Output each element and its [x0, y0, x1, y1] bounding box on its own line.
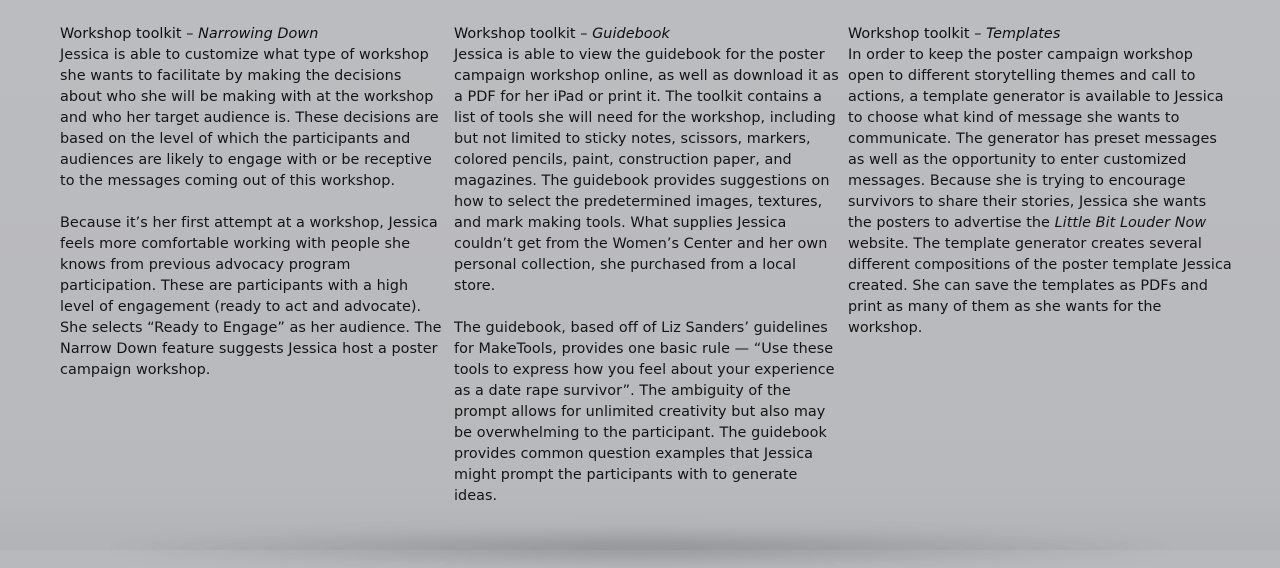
heading-emphasis: Guidebook	[592, 26, 670, 42]
paragraph	[848, 45, 1233, 339]
paragraph-text: website. The template generator creates several different compositions of the poster template Jessica created. She can save the templates as PDFs and print as many of them as she wants for the workshop.	[848, 236, 1232, 336]
website-name: Little Bit Louder Now	[1054, 215, 1207, 231]
paragraph-text: In order to keep the poster campaign workshop open to different storytelling themes and call to actions, a template generator is available to Jessica to choose what kind of message she wants to communicate. The generator has preset messages as well as the opportunity to enter customized messages. Because she is trying to encourage survivors to share their stories, Jessica she wants the posters to advertise the	[848, 47, 1224, 231]
heading-emphasis: Narrowing Down	[198, 26, 319, 42]
paragraph: The guidebook, based off of Liz Sanders’ guidelines for MakeTools, provides one basic rule — “Use these tools to express how you feel about your experience as a date rape survivor”. The ambiguity of the prompt allows for unlimited creativity but also may be overwhelming to the participant. The guidebook provides common question examples that Jessica might prompt the participants with to generate ideas.	[454, 320, 835, 504]
section-heading	[848, 24, 1233, 45]
section-heading	[60, 24, 445, 45]
heading-emphasis: Templates	[986, 26, 1061, 42]
heading-prefix: Workshop toolkit –	[60, 26, 199, 42]
section-heading	[454, 24, 839, 45]
paragraph: Because it’s her first attempt at a workshop, Jessica feels more comfortable working with people she knows from previous advocacy program participation. These are participants with a high level of engagement (ready to act and advocate). She selects “Ready to Engage” as her audience. The Narrow Down feature suggests Jessica host a poster campaign workshop.	[60, 215, 442, 378]
column-guidebook	[454, 24, 839, 507]
paragraph: Jessica is able to customize what type of workshop she wants to facilitate by making the decisions about who she will be making with at the workshop and who her target audience is. These decisions are based on the level of which the participants and audiences are likely to engage with or be receptive to the messages coming out of this workshop.	[60, 47, 439, 189]
column-templates	[848, 24, 1233, 339]
heading-prefix: Workshop toolkit –	[454, 26, 593, 42]
column-narrowing-down	[60, 24, 445, 381]
page-shadow	[110, 528, 1170, 568]
heading-prefix: Workshop toolkit –	[848, 26, 987, 42]
paragraph: Jessica is able to view the guidebook for the poster campaign workshop online, as well as download it as a PDF for her iPad or print it. The toolkit contains a list of tools she will need for the workshop, including but not limited to sticky notes, scissors, markers, colored pencils, paint, construction paper, and magazines. The guidebook provides suggestions on how to select the predetermined images, textures, and mark making tools. What supplies Jessica couldn’t get from the Women’s Center and her own personal collection, she purchased from a local store.	[454, 47, 839, 294]
